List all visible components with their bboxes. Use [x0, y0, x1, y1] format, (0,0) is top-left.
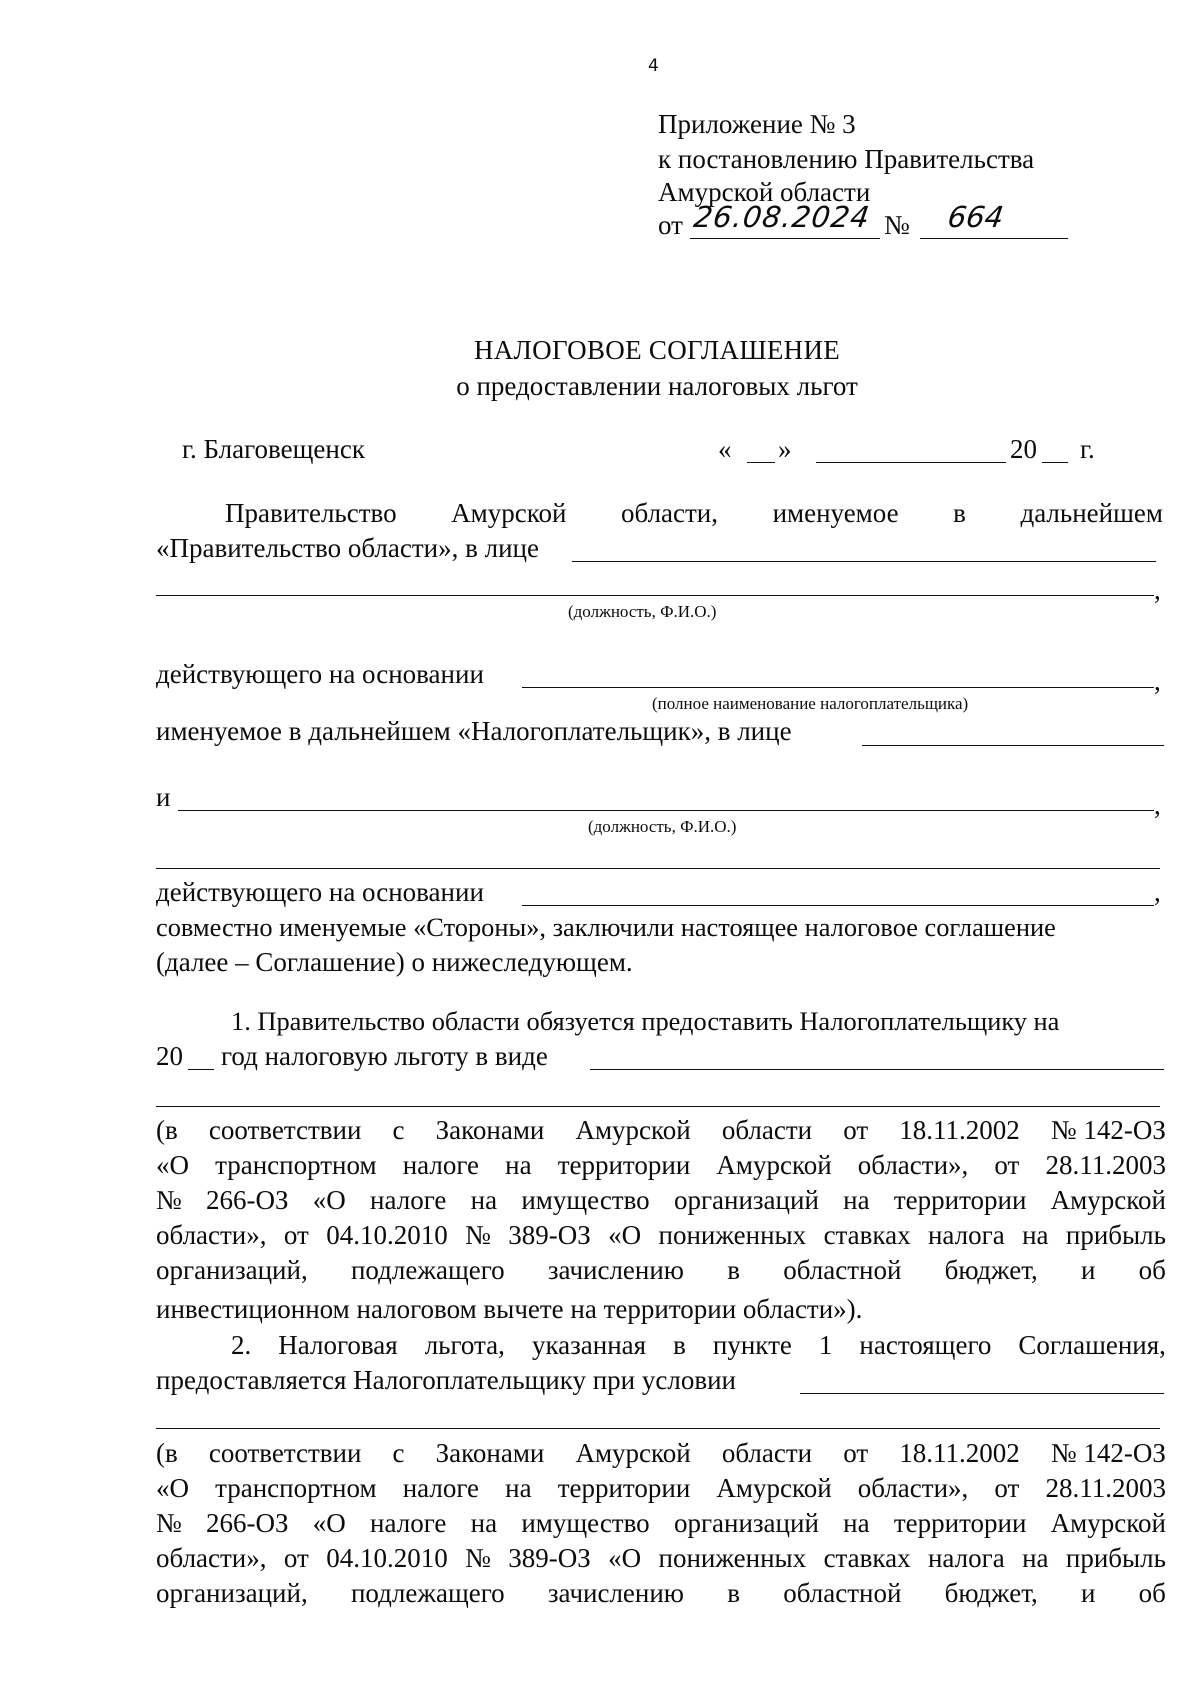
justified-line — [156, 1435, 1166, 1471]
acting-on-basis-2: действующего на основании — [156, 877, 484, 907]
word: «О — [156, 1473, 189, 1503]
benefit-type-blank-2 — [156, 1106, 1160, 1107]
word: подлежащего — [350, 1255, 505, 1285]
word: 28.11.2003 — [1045, 1473, 1166, 1503]
word: территории — [893, 1185, 1027, 1215]
word: прибыль — [1065, 1543, 1166, 1573]
word: ставках — [823, 1543, 911, 1573]
date-underline — [690, 238, 880, 239]
word: на — [505, 1150, 532, 1180]
appendix-line-1: Приложение № 3 — [658, 109, 856, 139]
clause-2-word: 1 — [818, 1330, 833, 1360]
word: Амурской — [575, 1115, 691, 1145]
handwritten-number: 664 — [945, 200, 1006, 234]
intro-word: Правительство — [225, 498, 397, 528]
justified-line — [156, 1252, 1166, 1288]
word: 18.11.2002 — [899, 1115, 1020, 1145]
word: (в — [156, 1115, 178, 1145]
word: 18.11.2002 — [899, 1438, 1020, 1468]
word: подлежащего — [350, 1578, 505, 1608]
date-close-quote: » — [778, 434, 792, 464]
clause-1-line-1: 1. Правительство области обязуется предоставить Налогоплательщику на — [231, 1006, 1060, 1036]
and-word: и — [156, 782, 171, 812]
clause-2-word: настоящего — [859, 1330, 992, 1360]
condition-blank-2 — [156, 1428, 1160, 1429]
word: от — [843, 1115, 869, 1145]
caption-taxpayer-name: (полное наименование налогоплательщика) — [652, 694, 969, 713]
word: пониженных — [658, 1220, 807, 1250]
word: Амурской — [1050, 1508, 1166, 1538]
clause-2-word: в — [673, 1330, 686, 1360]
word: «О — [156, 1150, 189, 1180]
clause-1-year-blank — [188, 1069, 214, 1070]
word: прибыль — [1065, 1220, 1166, 1250]
word: от — [994, 1150, 1020, 1180]
word: зачислению — [547, 1255, 684, 1285]
month-blank — [816, 462, 1006, 463]
word: от — [843, 1438, 869, 1468]
word: налога — [927, 1220, 1005, 1250]
word: зачислению — [547, 1578, 684, 1608]
word: № 142-ОЗ — [1050, 1115, 1166, 1145]
intro-word: области, — [621, 498, 719, 528]
word: 266-ОЗ — [206, 1508, 289, 1538]
comma-1: , — [1154, 575, 1161, 605]
justified-line — [156, 1470, 1166, 1506]
laws-block-1-last-line: инвестиционном налоговом вычете на территории области»). — [156, 1294, 863, 1324]
intro-word: дальнейшем — [1020, 498, 1163, 528]
year-blank — [1042, 462, 1068, 463]
word: № — [465, 1543, 491, 1573]
word: в — [727, 1255, 740, 1285]
justified-line — [156, 1112, 1166, 1148]
word: организаций — [673, 1185, 819, 1215]
word: ставках — [823, 1220, 911, 1250]
word: 389-ОЗ — [508, 1543, 591, 1573]
appendix-number-sign: № — [884, 210, 910, 240]
word: области», — [156, 1543, 267, 1573]
basis-blank-1 — [522, 687, 1154, 688]
word: территории — [557, 1150, 691, 1180]
word: на — [843, 1508, 870, 1538]
appendix-line-3: Амурской области — [658, 177, 871, 207]
representative-blank — [572, 561, 1156, 562]
word: области», — [156, 1220, 267, 1250]
word: и — [1080, 1578, 1096, 1608]
jointly-named: совместно именуемые «Стороны», заключили настоящее налоговое соглашение — [156, 912, 1056, 942]
position-name-blank — [156, 595, 1154, 596]
extra-blank — [156, 868, 1160, 869]
comma-4: , — [1154, 877, 1161, 907]
justified-line — [156, 1147, 1166, 1183]
word: Амурской — [575, 1438, 691, 1468]
word: от — [994, 1473, 1020, 1503]
word: бюджет, — [944, 1578, 1038, 1608]
word: № — [156, 1508, 182, 1538]
word: 389-ОЗ — [508, 1220, 591, 1250]
justified-line — [156, 1217, 1166, 1253]
word: «О — [608, 1220, 642, 1250]
named-taxpayer: именуемое в дальнейшем «Налогоплательщик», в лице — [156, 716, 792, 746]
clause-2-word: 2. — [231, 1330, 252, 1360]
handwritten-date: 26.08.2024 — [691, 200, 873, 234]
word: 04.10.2010 — [326, 1220, 448, 1250]
word: налоге — [370, 1185, 447, 1215]
word: налоге — [370, 1508, 447, 1538]
year-prefix: 20 — [1010, 434, 1037, 464]
page-number: 4 — [648, 56, 659, 76]
word: от — [283, 1543, 309, 1573]
intro-word: в — [953, 498, 966, 528]
word: Законами — [435, 1115, 545, 1145]
word: Амурской — [716, 1150, 832, 1180]
clause-2-word: указанная — [531, 1330, 647, 1360]
word: области — [721, 1438, 813, 1468]
word: Амурской — [1050, 1185, 1166, 1215]
word: № 142-ОЗ — [1050, 1438, 1166, 1468]
word: области», — [857, 1473, 969, 1503]
comma-3: , — [1154, 790, 1161, 820]
benefit-type-blank — [590, 1069, 1164, 1070]
justified-line — [156, 1575, 1166, 1611]
intro-line-1 — [225, 495, 1163, 531]
word: об — [1138, 1255, 1166, 1285]
caption-position-name-2: (должность, Ф.И.О.) — [588, 817, 737, 836]
word: налоге — [402, 1150, 480, 1180]
clause-1-line-2: год налоговую льготу в виде — [221, 1041, 548, 1071]
basis-blank-2 — [522, 905, 1154, 906]
word: пониженных — [658, 1543, 807, 1573]
word: на — [470, 1508, 498, 1538]
word: об — [1138, 1578, 1166, 1608]
clause-2-line-1 — [231, 1327, 1166, 1363]
comma-2: , — [1154, 666, 1161, 696]
number-underline — [920, 238, 1068, 239]
word: соответствии — [208, 1115, 362, 1145]
word: Амурской — [716, 1473, 832, 1503]
word: налога — [927, 1543, 1005, 1573]
word: области», — [857, 1150, 969, 1180]
document-title: НАЛОГОВОЕ СОГЛАШЕНИЕ — [473, 335, 841, 365]
word: на — [505, 1473, 532, 1503]
document-subtitle: о предоставлении налоговых льгот — [456, 371, 858, 401]
word: на — [1022, 1220, 1049, 1250]
word: № — [465, 1220, 491, 1250]
word: транспортном — [215, 1473, 377, 1503]
date-open-quote: « — [718, 434, 732, 464]
place: г. Благовещенск — [182, 434, 365, 464]
word: 04.10.2010 — [326, 1543, 448, 1573]
word: «О — [312, 1185, 346, 1215]
word: территории — [893, 1508, 1027, 1538]
position-name-blank-2 — [178, 810, 1154, 811]
caption-position-name-1: (должность, Ф.И.О.) — [568, 602, 717, 621]
day-blank — [747, 462, 775, 463]
condition-blank — [800, 1393, 1164, 1394]
word: на — [1022, 1543, 1049, 1573]
word: 266-ОЗ — [206, 1185, 289, 1215]
appendix-line-2: к постановлению Правительства — [658, 144, 1035, 174]
justified-line — [156, 1540, 1166, 1576]
word: организаций — [673, 1508, 819, 1538]
word: областной — [783, 1578, 902, 1608]
taxpayer-representative-blank — [862, 745, 1164, 746]
clause-2-word: Соглашения, — [1018, 1330, 1166, 1360]
word: «О — [312, 1508, 346, 1538]
word: «О — [608, 1543, 642, 1573]
word: и — [1080, 1255, 1096, 1285]
intro-word: Амурской — [451, 498, 567, 528]
clause-2-word: пункте — [712, 1330, 792, 1360]
word: с — [392, 1115, 405, 1145]
clause-2-line-2: предоставляется Налогоплательщику при условии — [156, 1365, 736, 1395]
word: на — [843, 1185, 870, 1215]
word: 28.11.2003 — [1045, 1150, 1166, 1180]
word: Законами — [435, 1438, 545, 1468]
word: на — [470, 1185, 498, 1215]
intro-line-2: «Правительство области», в лице — [156, 533, 539, 563]
clause-2-word: Налоговая — [278, 1330, 398, 1360]
word: организаций, — [156, 1578, 308, 1608]
word: (в — [156, 1438, 178, 1468]
word: имущество — [521, 1185, 650, 1215]
word: организаций, — [156, 1255, 308, 1285]
word: в — [727, 1578, 740, 1608]
word: областной — [783, 1255, 902, 1285]
justified-line — [156, 1505, 1166, 1541]
word: с — [392, 1438, 405, 1468]
year-suffix: г. — [1080, 434, 1095, 464]
word: № — [156, 1185, 182, 1215]
justified-line — [156, 1182, 1166, 1218]
word: налоге — [402, 1473, 480, 1503]
word: от — [283, 1220, 309, 1250]
word: области — [721, 1115, 813, 1145]
acting-on-basis-1: действующего на основании — [156, 659, 484, 689]
clause-1-year-prefix: 20 — [156, 1041, 183, 1071]
word: имущество — [521, 1508, 650, 1538]
word: бюджет, — [944, 1255, 1038, 1285]
word: соответствии — [208, 1438, 362, 1468]
intro-word: именуемое — [772, 498, 899, 528]
appendix-date-prefix: от — [658, 210, 683, 240]
word: транспортном — [215, 1150, 377, 1180]
hereinafter: (далее – Соглашение) о нижеследующем. — [156, 947, 633, 977]
clause-2-word: льгота, — [424, 1330, 505, 1360]
word: территории — [557, 1473, 691, 1503]
